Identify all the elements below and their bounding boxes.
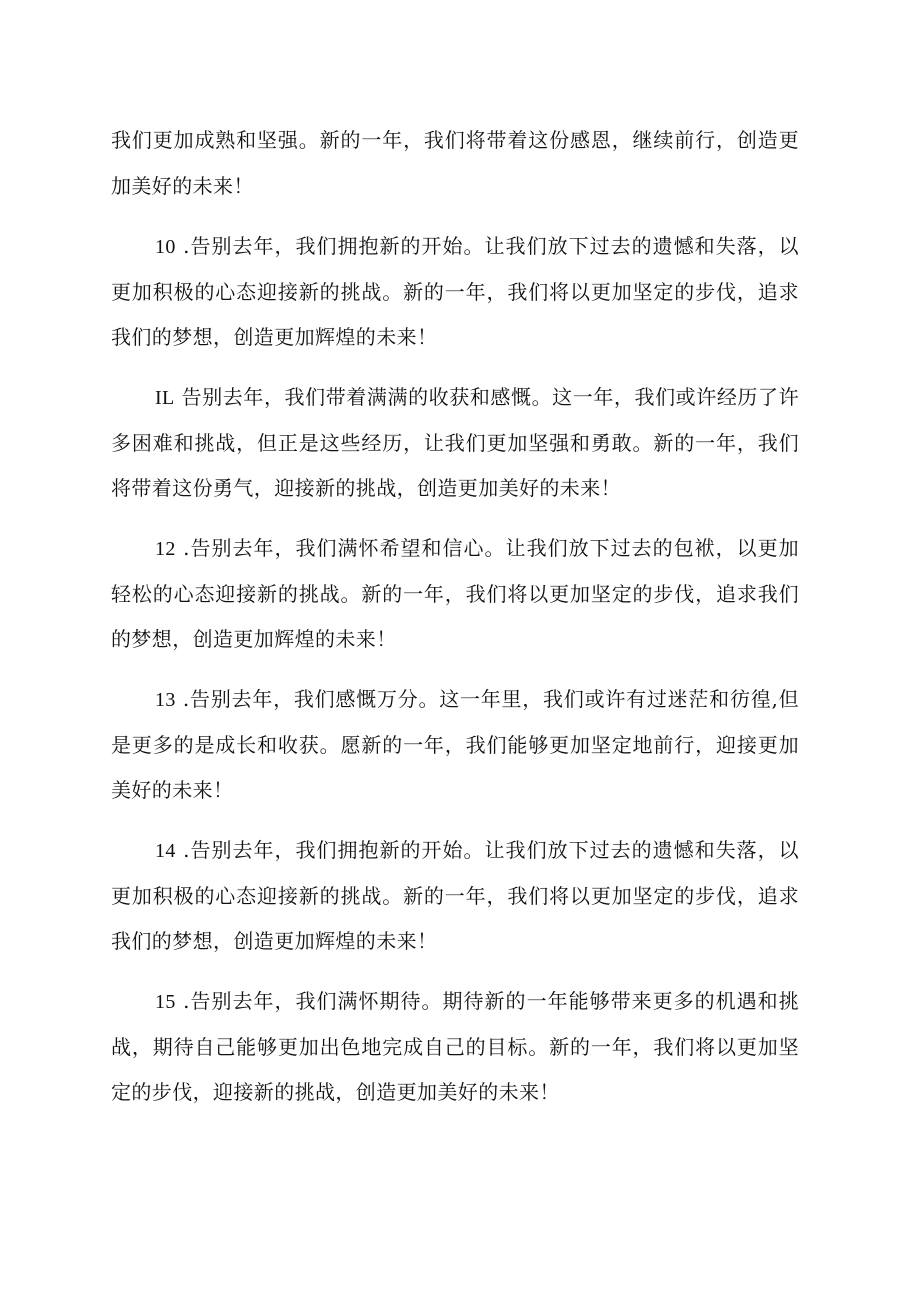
paragraph-number: IL bbox=[155, 387, 175, 409]
paragraph-text: 我们更加成熟和坚强。新的一年，我们将带着这份感恩，继续前行，创造更加美好的未来！ bbox=[111, 128, 799, 198]
paragraph-text: .告别去年，我们拥抱新的开始。让我们放下过去的遗憾和失落，以更加积极的心态迎接新的挑战。新的一年，我们将以更加坚定的步伐，追求我们的梦想，创造更加辉煌的未来！ bbox=[111, 234, 799, 349]
document-body bbox=[111, 118, 799, 1130]
paragraph-number: 13 bbox=[155, 689, 176, 711]
paragraph-number: 12 bbox=[155, 538, 176, 560]
paragraph-number: 15 bbox=[155, 991, 176, 1013]
paragraph-13 bbox=[111, 677, 799, 813]
paragraph-14 bbox=[111, 828, 799, 964]
paragraph-continuation bbox=[111, 118, 799, 209]
paragraph-number: 14 bbox=[155, 840, 176, 862]
paragraph-11 bbox=[111, 375, 799, 511]
paragraph-text: 告别去年，我们带着满满的收获和感慨。这一年，我们或许经历了许多困难和挑战，但正是这些经历，让我们更加坚强和勇敢。新的一年，我们将带着这份勇气，迎接新的挑战，创造更加美好的未来！ bbox=[111, 385, 799, 500]
paragraph-text: .告别去年，我们满怀期待。期待新的一年能够带来更多的机遇和挑战，期待自己能够更加出色地完成自己的目标。新的一年，我们将以更加坚定的步伐，迎接新的挑战，创造更加美好的未来！ bbox=[111, 989, 799, 1104]
paragraph-number: 10 bbox=[155, 236, 176, 258]
paragraph-text: .告别去年，我们满怀希望和信心。让我们放下过去的包袱，以更加轻松的心态迎接新的挑战。新的一年，我们将以更加坚定的步伐，追求我们的梦想，创造更加辉煌的未来！ bbox=[111, 536, 799, 651]
paragraph-12 bbox=[111, 526, 799, 662]
paragraph-text: .告别去年，我们拥抱新的开始。让我们放下过去的遗憾和失落，以更加积极的心态迎接新的挑战。新的一年，我们将以更加坚定的步伐，追求我们的梦想，创造更加辉煌的未来！ bbox=[111, 838, 799, 953]
paragraph-10 bbox=[111, 224, 799, 360]
paragraph-text: .告别去年，我们感慨万分。这一年里，我们或许有过迷茫和彷徨,但是更多的是成长和收获。愿新的一年，我们能够更加坚定地前行，迎接更加美好的未来！ bbox=[111, 687, 799, 802]
paragraph-15 bbox=[111, 979, 799, 1115]
